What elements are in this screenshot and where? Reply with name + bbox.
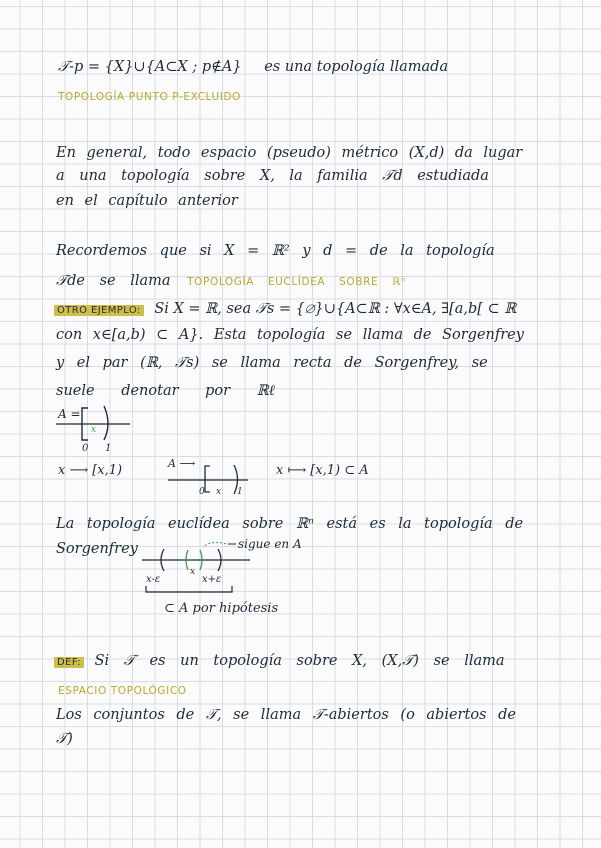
paragraph-line: En general, todo espacio (pseudo) métrico (X,d) da lugar bbox=[56, 145, 523, 161]
fig-label: A = bbox=[58, 407, 81, 421]
paragraph-line: 𝒯) bbox=[56, 731, 73, 747]
highlight-term: TOPOLOGÍA PUNTO P-EXCLUIDO bbox=[58, 91, 241, 103]
map-line-figure bbox=[58, 457, 369, 497]
paragraph-line: con x∈[a,b) ⊂ A}. Esta topología se llama de Sorgenfrey bbox=[56, 327, 524, 343]
tick-label: 1 bbox=[105, 443, 112, 454]
highlight-term: ESPACIO TOPOLÓGICO bbox=[58, 685, 187, 697]
formula: 𝒯-p = {X}∪{A⊂X ; p∉A} bbox=[58, 59, 242, 75]
tick-label: 0 bbox=[199, 487, 205, 497]
paragraph-line: Recordemos que si X = ℝ² y d = de la topología bbox=[56, 243, 495, 259]
paragraph-line: suele denotar por ℝℓ bbox=[56, 383, 275, 399]
example-label: OTRO EJEMPLO: bbox=[54, 305, 144, 316]
map-label: A ⟶ bbox=[168, 457, 196, 470]
map-right: x ⟼ [x,1) ⊂ A bbox=[276, 463, 369, 478]
neighborhood-figure bbox=[142, 537, 302, 616]
interval-figure bbox=[56, 406, 130, 454]
tick-label: x+ε bbox=[202, 574, 222, 585]
definition-text: Si 𝒯 es un topología sobre X, (X,𝒯) se llama bbox=[94, 653, 505, 669]
example-text: Si X = ℝ, sea 𝒯s = {∅}∪{A⊂ℝ : ∀x∈A, ∃[a,b[ ⊂ ℝ bbox=[154, 301, 517, 317]
highlight-term: TOPOLOGÍA EUCLÍDEA SOBRE ℝⁿ bbox=[187, 276, 406, 288]
definition-text: es una topología llamada bbox=[264, 59, 449, 75]
paragraph-line: La topología euclídea sobre ℝⁿ está es la topología de bbox=[56, 516, 524, 532]
tick-label: 0 bbox=[82, 443, 89, 454]
paragraph-line: Los conjuntos de 𝒯, se llama 𝒯-abiertos (o abiertos de bbox=[56, 707, 516, 723]
map-left: x ⟶ [x,1) bbox=[58, 463, 123, 478]
paragraph-line: en el capítulo anterior bbox=[56, 193, 238, 209]
bracket-label: ⊂ A por hipótesis bbox=[164, 601, 279, 616]
tick-label: 1 bbox=[237, 487, 243, 497]
paragraph-line: a una topología sobre X, la familia 𝒯d estudiada bbox=[56, 168, 489, 184]
text: 𝒯de se llama bbox=[56, 273, 171, 289]
paragraph-line: Sorgenfrey bbox=[56, 541, 138, 557]
tick-label: x-ε bbox=[146, 574, 161, 585]
point-label: x bbox=[91, 425, 97, 435]
definition-label: DEF: bbox=[54, 657, 84, 668]
tick-label: x bbox=[216, 487, 222, 497]
annotation: sigue en A bbox=[238, 537, 302, 551]
definition-line bbox=[54, 652, 505, 672]
point-label: x bbox=[190, 567, 196, 577]
paragraph-line: y el par (ℝ, 𝒯s) se llama recta de Sorgenfrey, se bbox=[56, 355, 488, 371]
